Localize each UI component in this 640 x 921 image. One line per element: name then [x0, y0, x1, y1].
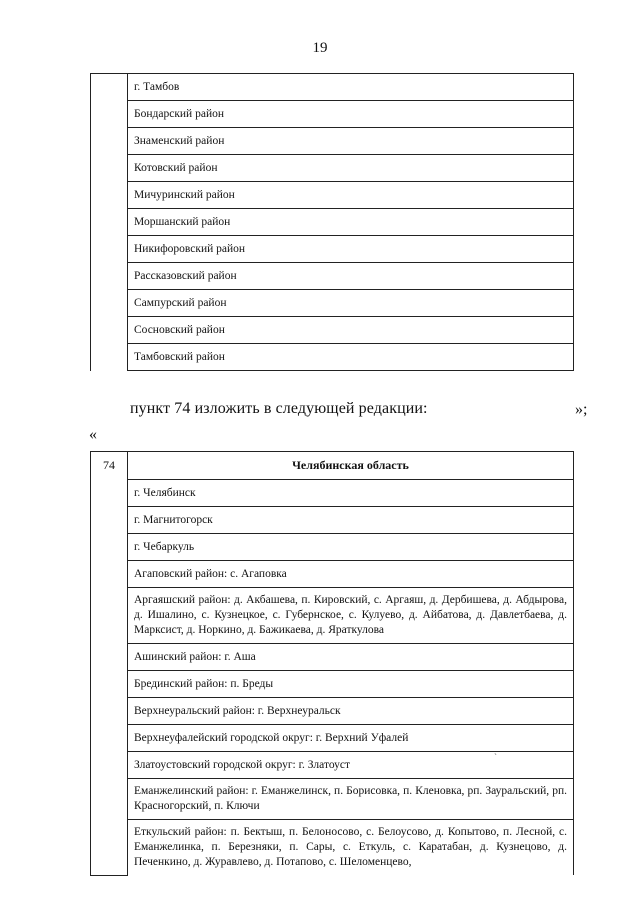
- scan-mark: ˋ: [494, 752, 497, 762]
- district-cell: Никифоровский район: [128, 236, 574, 263]
- table-row: [91, 263, 574, 290]
- row-number: 74: [91, 452, 128, 876]
- table-tambov-districts: [90, 73, 574, 371]
- table-row: [91, 290, 574, 317]
- district-cell: Знаменский район: [128, 128, 574, 155]
- table-row: [91, 588, 574, 644]
- table-row: [91, 820, 574, 876]
- entry-cell: Аргаяшский район: д. Акбашева, п. Кировский, с. Аргаяш, д. Дербишева, д. Абдырова, д. Ишалино, с. Кузнецкое, с. Губернское, с. Кулуево, д. Айбатова, д. Давлетбаева, д. Марксист, д. Норкино, д. Бажикаева, д. Яраткулова: [128, 588, 574, 644]
- district-cell: Моршанский район: [128, 209, 574, 236]
- district-cell: Тамбовский район: [128, 344, 574, 371]
- opening-quote: «: [89, 426, 97, 443]
- district-cell: Бондарский район: [128, 101, 574, 128]
- instruction-text: пункт 74 изложить в следующей редакции:: [130, 400, 428, 417]
- entry-cell: Еткульский район: п. Бектыш, п. Белоносово, с. Белоусово, д. Копытово, п. Лесной, с. Еманжелинка, п. Березняки, п. Сары, с. Еткуль, с. Каратабан, д. Кузнецово, д. Печенкино, д. Журавлево, д. Потапово, с. Шеломенцево,: [128, 820, 574, 876]
- table-chelyabinsk-region: [90, 451, 574, 876]
- entry-cell: г. Челябинск: [128, 480, 574, 507]
- table-row: [91, 182, 574, 209]
- district-cell: Сосновский район: [128, 317, 574, 344]
- table-row: [91, 128, 574, 155]
- table-row: [91, 644, 574, 671]
- table-row: [91, 671, 574, 698]
- district-cell: Рассказовский район: [128, 263, 574, 290]
- table-row: [91, 561, 574, 588]
- table-header-row: [91, 452, 574, 480]
- district-cell: Мичуринский район: [128, 182, 574, 209]
- district-cell: г. Тамбов: [128, 74, 574, 101]
- table-row: [91, 480, 574, 507]
- table-row: [91, 779, 574, 820]
- region-header: Челябинская область: [128, 452, 574, 480]
- table-row: [91, 534, 574, 561]
- table-row: [91, 507, 574, 534]
- table-row: [91, 236, 574, 263]
- entry-cell: Верхнеуральский район: г. Верхнеуральск: [128, 698, 574, 725]
- page-number: 19: [312, 40, 328, 56]
- table-row: [91, 209, 574, 236]
- entry-cell: Еманжелинский район: г. Еманжелинск, п. Борисовка, п. Кленовка, рп. Зауральский, рп. Красногорский, п. Ключи: [128, 779, 574, 820]
- district-cell: Котовский район: [128, 155, 574, 182]
- district-cell: Сампурский район: [128, 290, 574, 317]
- table-row: [91, 344, 574, 371]
- table-row: [91, 74, 574, 101]
- table-row: [91, 725, 574, 752]
- table-row: [91, 698, 574, 725]
- entry-cell: Златоустовский городской округ: г. Златоуст: [128, 752, 574, 779]
- entry-cell: Ашинский район: г. Аша: [128, 644, 574, 671]
- closing-quote: »;: [575, 401, 588, 418]
- table-row: [91, 101, 574, 128]
- entry-cell: г. Магнитогорск: [128, 507, 574, 534]
- table-row: [91, 317, 574, 344]
- entry-cell: Верхнеуфалейский городской округ: г. Верхний Уфалей: [128, 725, 574, 752]
- table-row: [91, 752, 574, 779]
- entry-cell: Брединский район: п. Бреды: [128, 671, 574, 698]
- number-cell: [91, 74, 128, 371]
- entry-cell: г. Чебаркуль: [128, 534, 574, 561]
- entry-cell: Агаповский район: с. Агаповка: [128, 561, 574, 588]
- table-row: [91, 155, 574, 182]
